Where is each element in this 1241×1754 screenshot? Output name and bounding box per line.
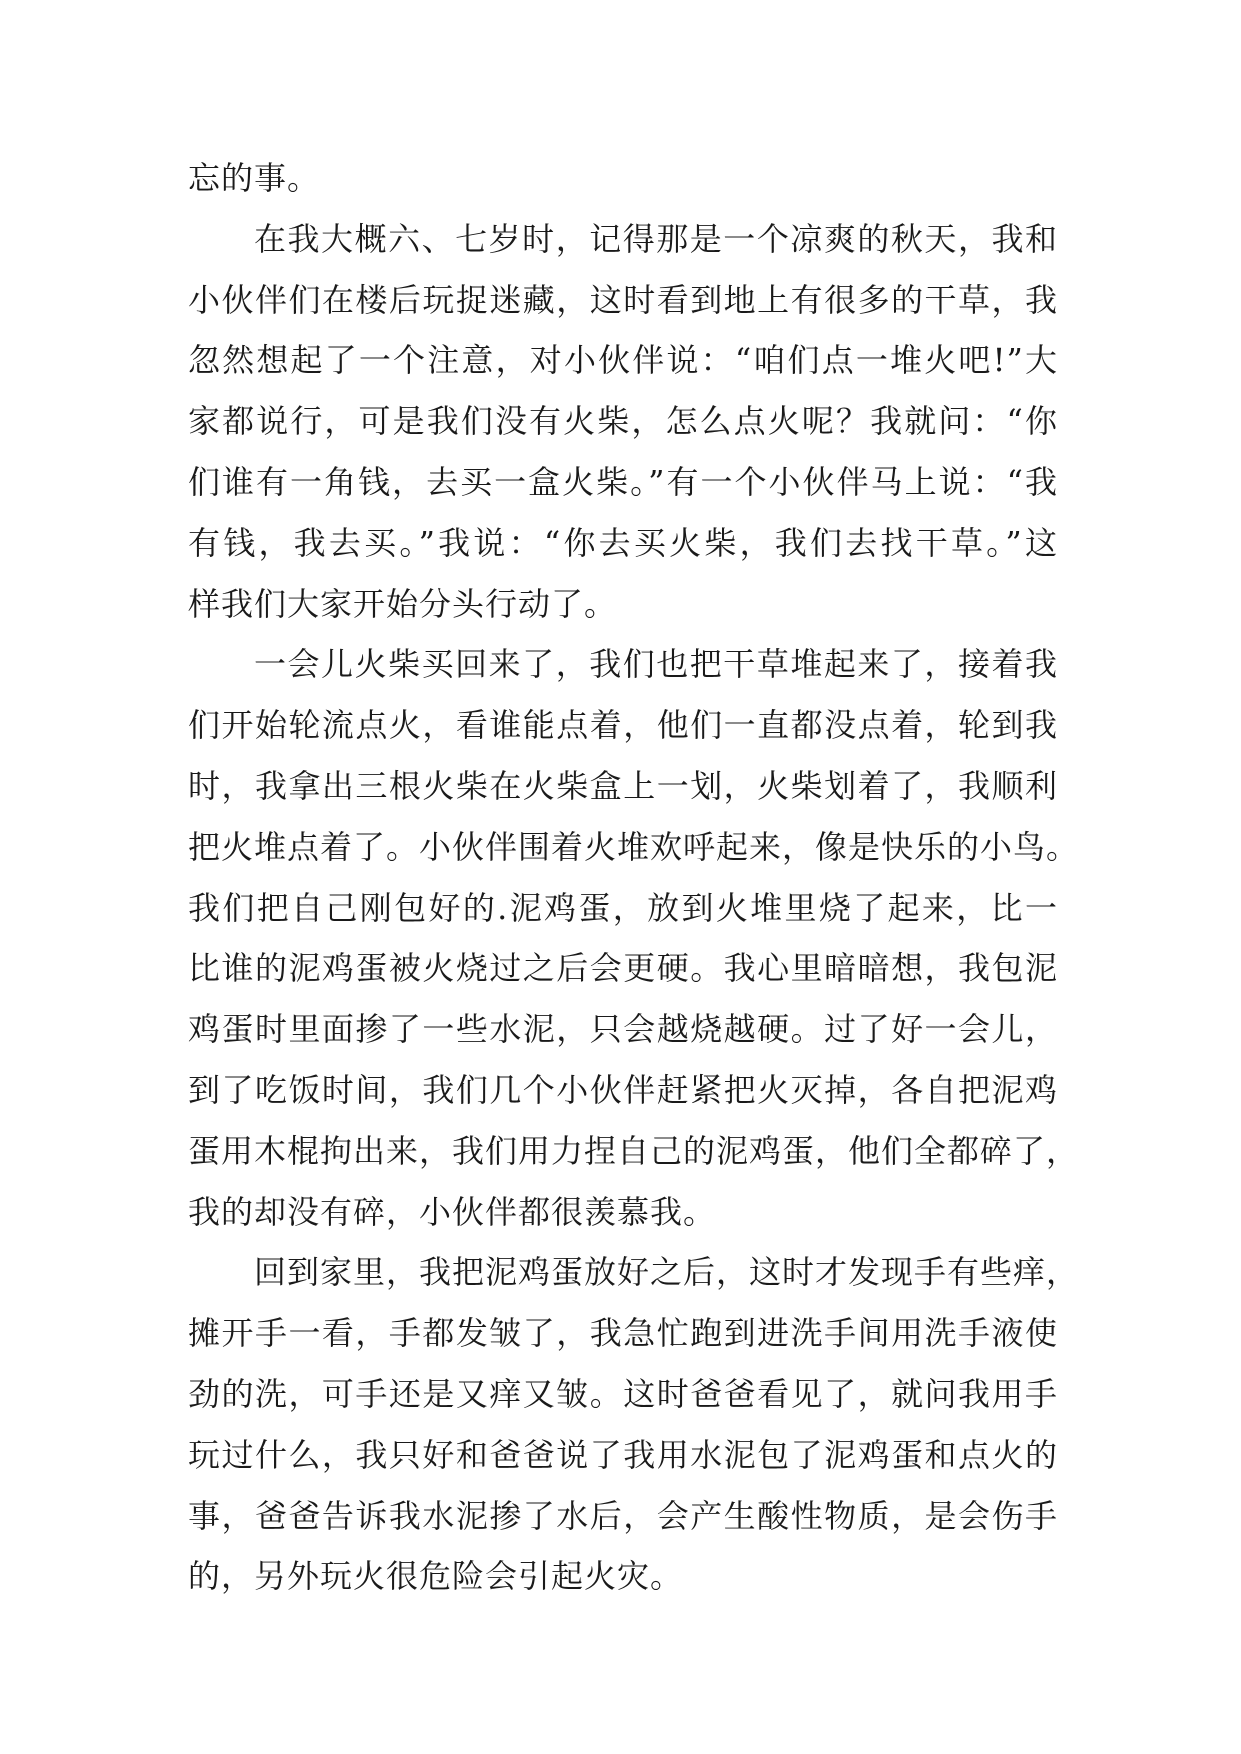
text-line: 的，另外玩火很危险会引起火灾。 [188, 1557, 684, 1596]
document-body [188, 148, 1080, 1607]
text-line: 有钱，我去买。”我说：“你去买火柴，我们去找干草。”这 [188, 523, 1058, 562]
text-line: 事，爸爸告诉我水泥掺了水后，会产生酸性物质，是会伤手 [188, 1496, 1058, 1535]
text-line: 我的却没有碎，小伙伴都很羡慕我。 [188, 1192, 717, 1231]
text-line: 鸡蛋时里面掺了一些水泥，只会越烧越硬。过了好一会儿， [188, 1010, 1058, 1049]
text-line: 蛋用木棍拘出来，我们用力捏自己的泥鸡蛋，他们全都碎了， [188, 1131, 1080, 1170]
text-line: 劲的洗，可手还是又痒又皱。这时爸爸看见了，就问我用手 [188, 1374, 1058, 1413]
text-line: 把火堆点着了。小伙伴围着火堆欢呼起来，像是快乐的小鸟。 [188, 827, 1080, 866]
text-line: 回到家里，我把泥鸡蛋放好之后，这时才发现手有些痒， [254, 1253, 1080, 1292]
text-line: 摊开手一看，手都发皱了，我急忙跑到进洗手间用洗手液使 [188, 1314, 1058, 1353]
text-line: 家都说行，可是我们没有火柴，怎么点火呢？我就问：“你 [188, 402, 1058, 441]
text-line: 在我大概六、七岁时，记得那是一个凉爽的秋天，我和 [254, 219, 1058, 258]
text-line: 忽然想起了一个注意，对小伙伴说：“咱们点一堆火吧!”大 [188, 341, 1058, 380]
text-line: 忘的事。 [188, 159, 321, 197]
text-line: 我们把自己刚包好的.泥鸡蛋，放到火堆里烧了起来，比一 [188, 888, 1058, 927]
text-line: 一会儿火柴买回来了，我们也把干草堆起来了，接着我 [254, 645, 1058, 684]
text-line: 到了吃饭时间，我们几个小伙伴赶紧把火灭掉，各自把泥鸡 [188, 1070, 1058, 1109]
text-line: 小伙伴们在楼后玩捉迷藏，这时看到地上有很多的干草，我 [188, 280, 1058, 319]
text-line: 比谁的泥鸡蛋被火烧过之后会更硬。我心里暗暗想，我包泥 [188, 949, 1058, 988]
text-line: 玩过什么，我只好和爸爸说了我用水泥包了泥鸡蛋和点火的 [188, 1435, 1058, 1474]
text-line: 们谁有一角钱，去买一盒火柴。”有一个小伙伴马上说：“我 [188, 462, 1058, 501]
text-line: 样我们大家开始分头行动了。 [188, 584, 618, 623]
text-line: 时，我拿出三根火柴在火柴盒上一划，火柴划着了，我顺利 [188, 766, 1058, 805]
text-line: 们开始轮流点火，看谁能点着，他们一直都没点着，轮到我 [188, 706, 1058, 745]
